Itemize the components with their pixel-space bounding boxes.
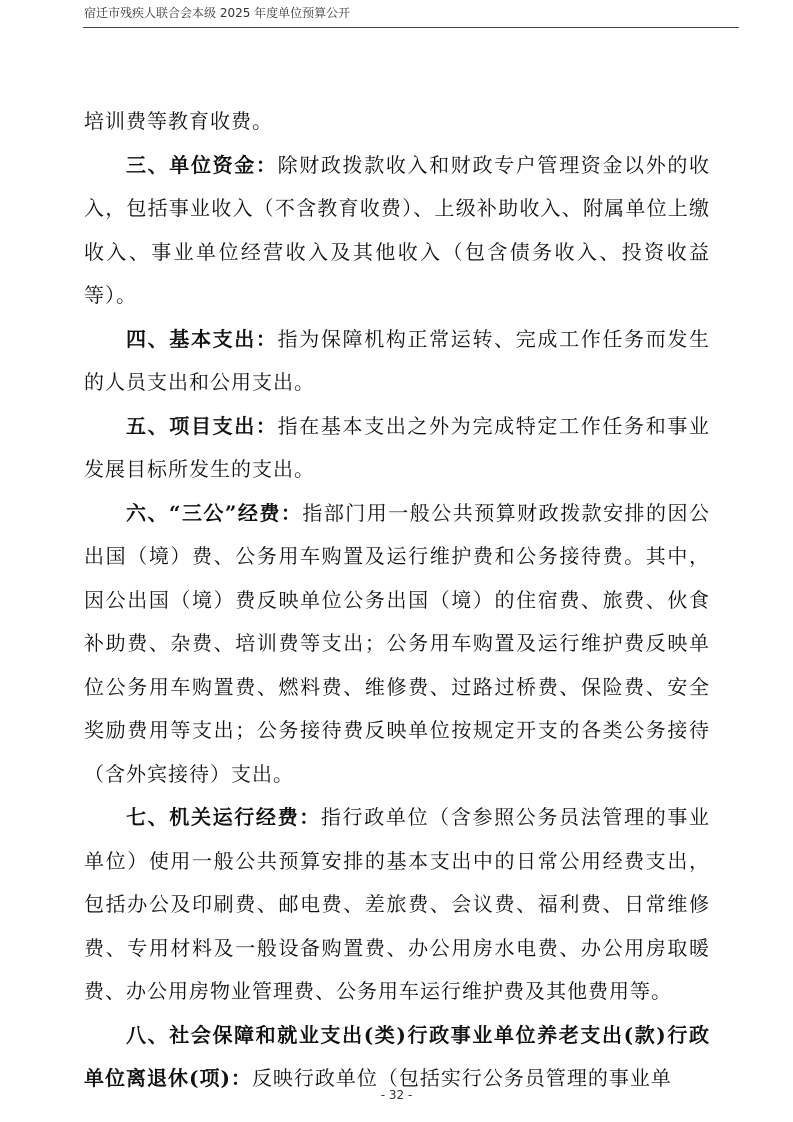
paragraph-text: 除财政拨款收入和财政专户管理资金以外的收入，包括事业收入（不含教育收费）、上级补助收入、附属单位上缴收入、事业单位经营收入及其他收入（包含债务收入、投资收益等）。 <box>84 152 711 307</box>
paragraph-term: 八、社会保障和就业支出(类)行政事业单位养老支出(款)行政单位离退休(项)： <box>84 1022 710 1090</box>
document-body <box>84 100 710 1101</box>
paragraph-text: 培训费等教育收费。 <box>84 109 273 133</box>
paragraph-term: 四、基本支出： <box>126 326 278 351</box>
paragraph-term: 三、单位资金： <box>126 152 278 177</box>
paragraph-basic-expenditure <box>84 318 710 405</box>
paragraph-text: 反映行政单位（包括实行公务员管理的事业单 <box>251 1066 672 1090</box>
paragraph-text: 指部门用一般公共预算财政拨款安排的因公出国（境）费、公务用车购置及运行维护费和公务接待费。其中，因公出国（境）费反映单位公务出国（境）的住宿费、旅费、伙食补助费、杂费、培训费等支出；公务用车购置及运行维护费反映单位公务用车购置费、燃料费、维修费、过路过桥费、保险费、安全奖励费用等支出；公务接待费反映单位按规定开支的各类公务接待（含外宾接待）支出。 <box>84 500 710 786</box>
header-divider <box>83 27 739 28</box>
paragraph-text: 指行政单位（含参照公务员法管理的事业单位）使用一般公共预算安排的基本支出中的日常公用经费支出，包括办公及印刷费、邮电费、差旅费、会议费、福利费、日常维修费、专用材料及一般设备购置费、办公用房水电费、办公用房取暖费、办公用房物业管理费、公务用车运行维护费及其他费用等。 <box>84 805 711 1003</box>
paragraph-term: 七、机关运行经费： <box>126 805 321 829</box>
paragraph-continuation <box>84 100 710 144</box>
paragraph-text: 指为保障机构正常运转、完成工作任务而发生的人员支出和公用支出。 <box>84 326 711 394</box>
paragraph-text: 指在基本支出之外为完成特定工作任务和事业发展目标所发生的支出。 <box>84 413 711 481</box>
paragraph-operating-expenses <box>84 796 710 1014</box>
running-header: 宿迁市残疾人联合会本级 2025 年度单位预算公开 <box>84 6 351 20</box>
paragraph-term: 六、“三公”经费： <box>126 500 303 525</box>
paragraph-unit-funds <box>84 144 710 318</box>
page-number: - 32 - <box>380 1088 413 1102</box>
paragraph-term: 五、项目支出： <box>126 413 278 438</box>
paragraph-three-public-expenses <box>84 492 710 797</box>
paragraph-project-expenditure <box>84 405 710 492</box>
